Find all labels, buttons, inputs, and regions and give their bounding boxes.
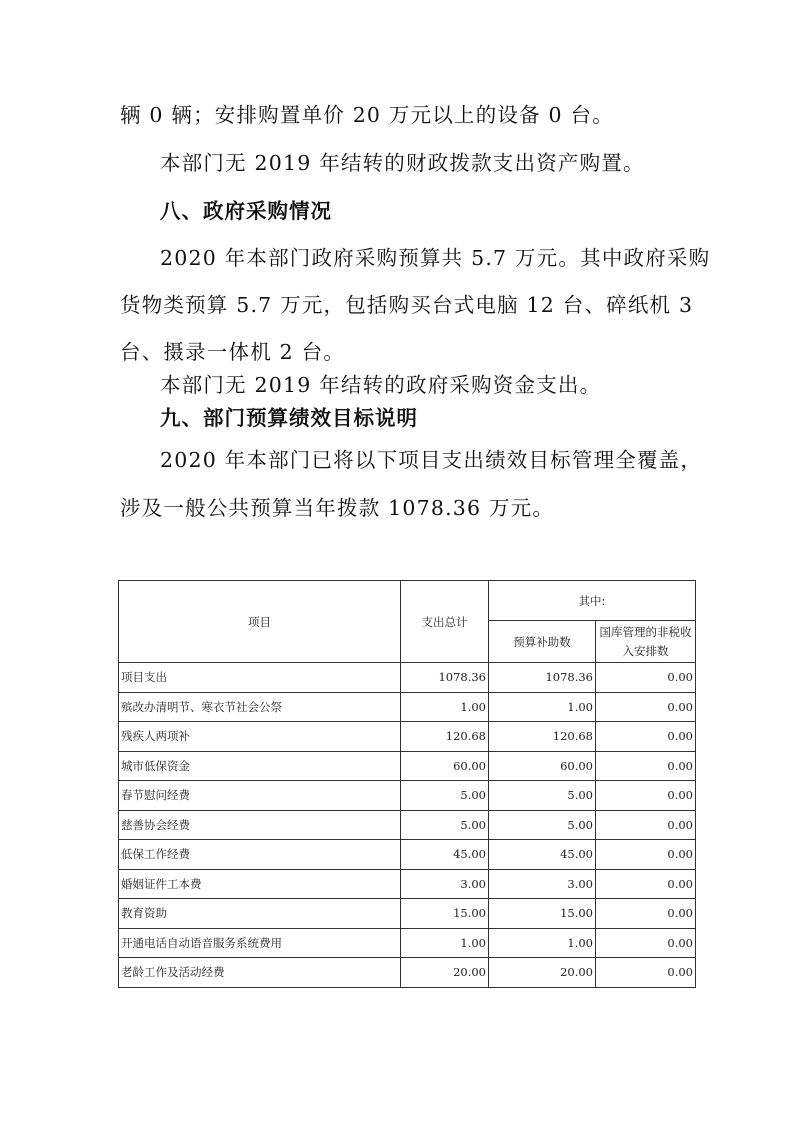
row-budget-subsidy: 120.68 xyxy=(489,722,596,752)
row-total: 3.00 xyxy=(401,869,489,899)
project-expenditure-table xyxy=(118,580,696,988)
row-total: 1.00 xyxy=(401,928,489,958)
row-budget-subsidy: 20.00 xyxy=(489,958,596,988)
row-total: 120.68 xyxy=(401,722,489,752)
row-nontax: 0.00 xyxy=(596,663,696,693)
row-budget-subsidy: 3.00 xyxy=(489,869,596,899)
paragraph-performance-line2: 涉及一般公共预算当年拨款 1078.36 万元。 xyxy=(120,496,555,520)
table-row xyxy=(119,663,696,693)
header-of-which: 其中: xyxy=(489,581,696,621)
row-budget-subsidy: 5.00 xyxy=(489,781,596,811)
row-name: 残疾人两项补 xyxy=(119,722,401,752)
header-budget-subsidy: 预算补助数 xyxy=(489,621,596,663)
row-nontax: 0.00 xyxy=(596,958,696,988)
paragraph-asset-carryover: 本部门无 2019 年结转的财政拨款支出资产购置。 xyxy=(160,151,645,175)
row-name: 低保工作经费 xyxy=(119,840,401,870)
row-name: 殡改办清明节、寒衣节社会公祭 xyxy=(119,692,401,722)
row-nontax: 0.00 xyxy=(596,692,696,722)
table-row xyxy=(119,781,696,811)
heading-performance-targets: 九、部门预算绩效目标说明 xyxy=(160,406,418,430)
row-budget-subsidy: 1.00 xyxy=(489,928,596,958)
header-total: 支出总计 xyxy=(401,581,489,663)
row-name: 慈善协会经费 xyxy=(119,810,401,840)
row-name: 项目支出 xyxy=(119,663,401,693)
row-budget-subsidy: 5.00 xyxy=(489,810,596,840)
row-name: 开通电话自动语音服务系统费用 xyxy=(119,928,401,958)
row-name: 婚姻证件工本费 xyxy=(119,869,401,899)
row-nontax: 0.00 xyxy=(596,928,696,958)
table-row xyxy=(119,810,696,840)
row-nontax: 0.00 xyxy=(596,722,696,752)
row-name: 春节慰问经费 xyxy=(119,781,401,811)
header-item: 项目 xyxy=(119,581,401,663)
table-row xyxy=(119,840,696,870)
table-row xyxy=(119,958,696,988)
table-row xyxy=(119,869,696,899)
row-nontax: 0.00 xyxy=(596,751,696,781)
row-total: 20.00 xyxy=(401,958,489,988)
row-budget-subsidy: 1.00 xyxy=(489,692,596,722)
row-name: 城市低保资金 xyxy=(119,751,401,781)
row-budget-subsidy: 60.00 xyxy=(489,751,596,781)
row-name: 老龄工作及活动经费 xyxy=(119,958,401,988)
table-row xyxy=(119,899,696,929)
row-total: 5.00 xyxy=(401,781,489,811)
row-budget-subsidy: 45.00 xyxy=(489,840,596,870)
paragraph-procurement-line1: 2020 年本部门政府采购预算共 5.7 万元。其中政府采购 xyxy=(160,246,711,270)
paragraph-continuation: 辆 0 辆；安排购置单价 20 万元以上的设备 0 台。 xyxy=(120,103,614,127)
row-total: 1.00 xyxy=(401,692,489,722)
table-row xyxy=(119,928,696,958)
table-row xyxy=(119,692,696,722)
row-nontax: 0.00 xyxy=(596,781,696,811)
row-nontax: 0.00 xyxy=(596,869,696,899)
row-total: 1078.36 xyxy=(401,663,489,693)
row-budget-subsidy: 1078.36 xyxy=(489,663,596,693)
paragraph-procurement-line3: 台、摄录一体机 2 台。 xyxy=(120,340,345,364)
row-nontax: 0.00 xyxy=(596,810,696,840)
row-nontax: 0.00 xyxy=(596,899,696,929)
row-name: 教育资助 xyxy=(119,899,401,929)
table-row xyxy=(119,751,696,781)
paragraph-procurement-line2: 货物类预算 5.7 万元，包括购买台式电脑 12 台、碎纸机 3 xyxy=(120,293,694,317)
row-budget-subsidy: 15.00 xyxy=(489,899,596,929)
row-total: 60.00 xyxy=(401,751,489,781)
heading-government-procurement: 八、政府采购情况 xyxy=(160,199,332,223)
row-nontax: 0.00 xyxy=(596,840,696,870)
row-total: 15.00 xyxy=(401,899,489,929)
row-total: 5.00 xyxy=(401,810,489,840)
paragraph-performance-line1: 2020 年本部门已将以下项目支出绩效目标管理全覆盖， xyxy=(160,448,703,472)
row-total: 45.00 xyxy=(401,840,489,870)
table-row xyxy=(119,722,696,752)
paragraph-procurement-carryover: 本部门无 2019 年结转的政府采购资金支出。 xyxy=(160,373,602,397)
header-nontax-revenue: 国库管理的非税收入安排数 xyxy=(596,621,696,663)
